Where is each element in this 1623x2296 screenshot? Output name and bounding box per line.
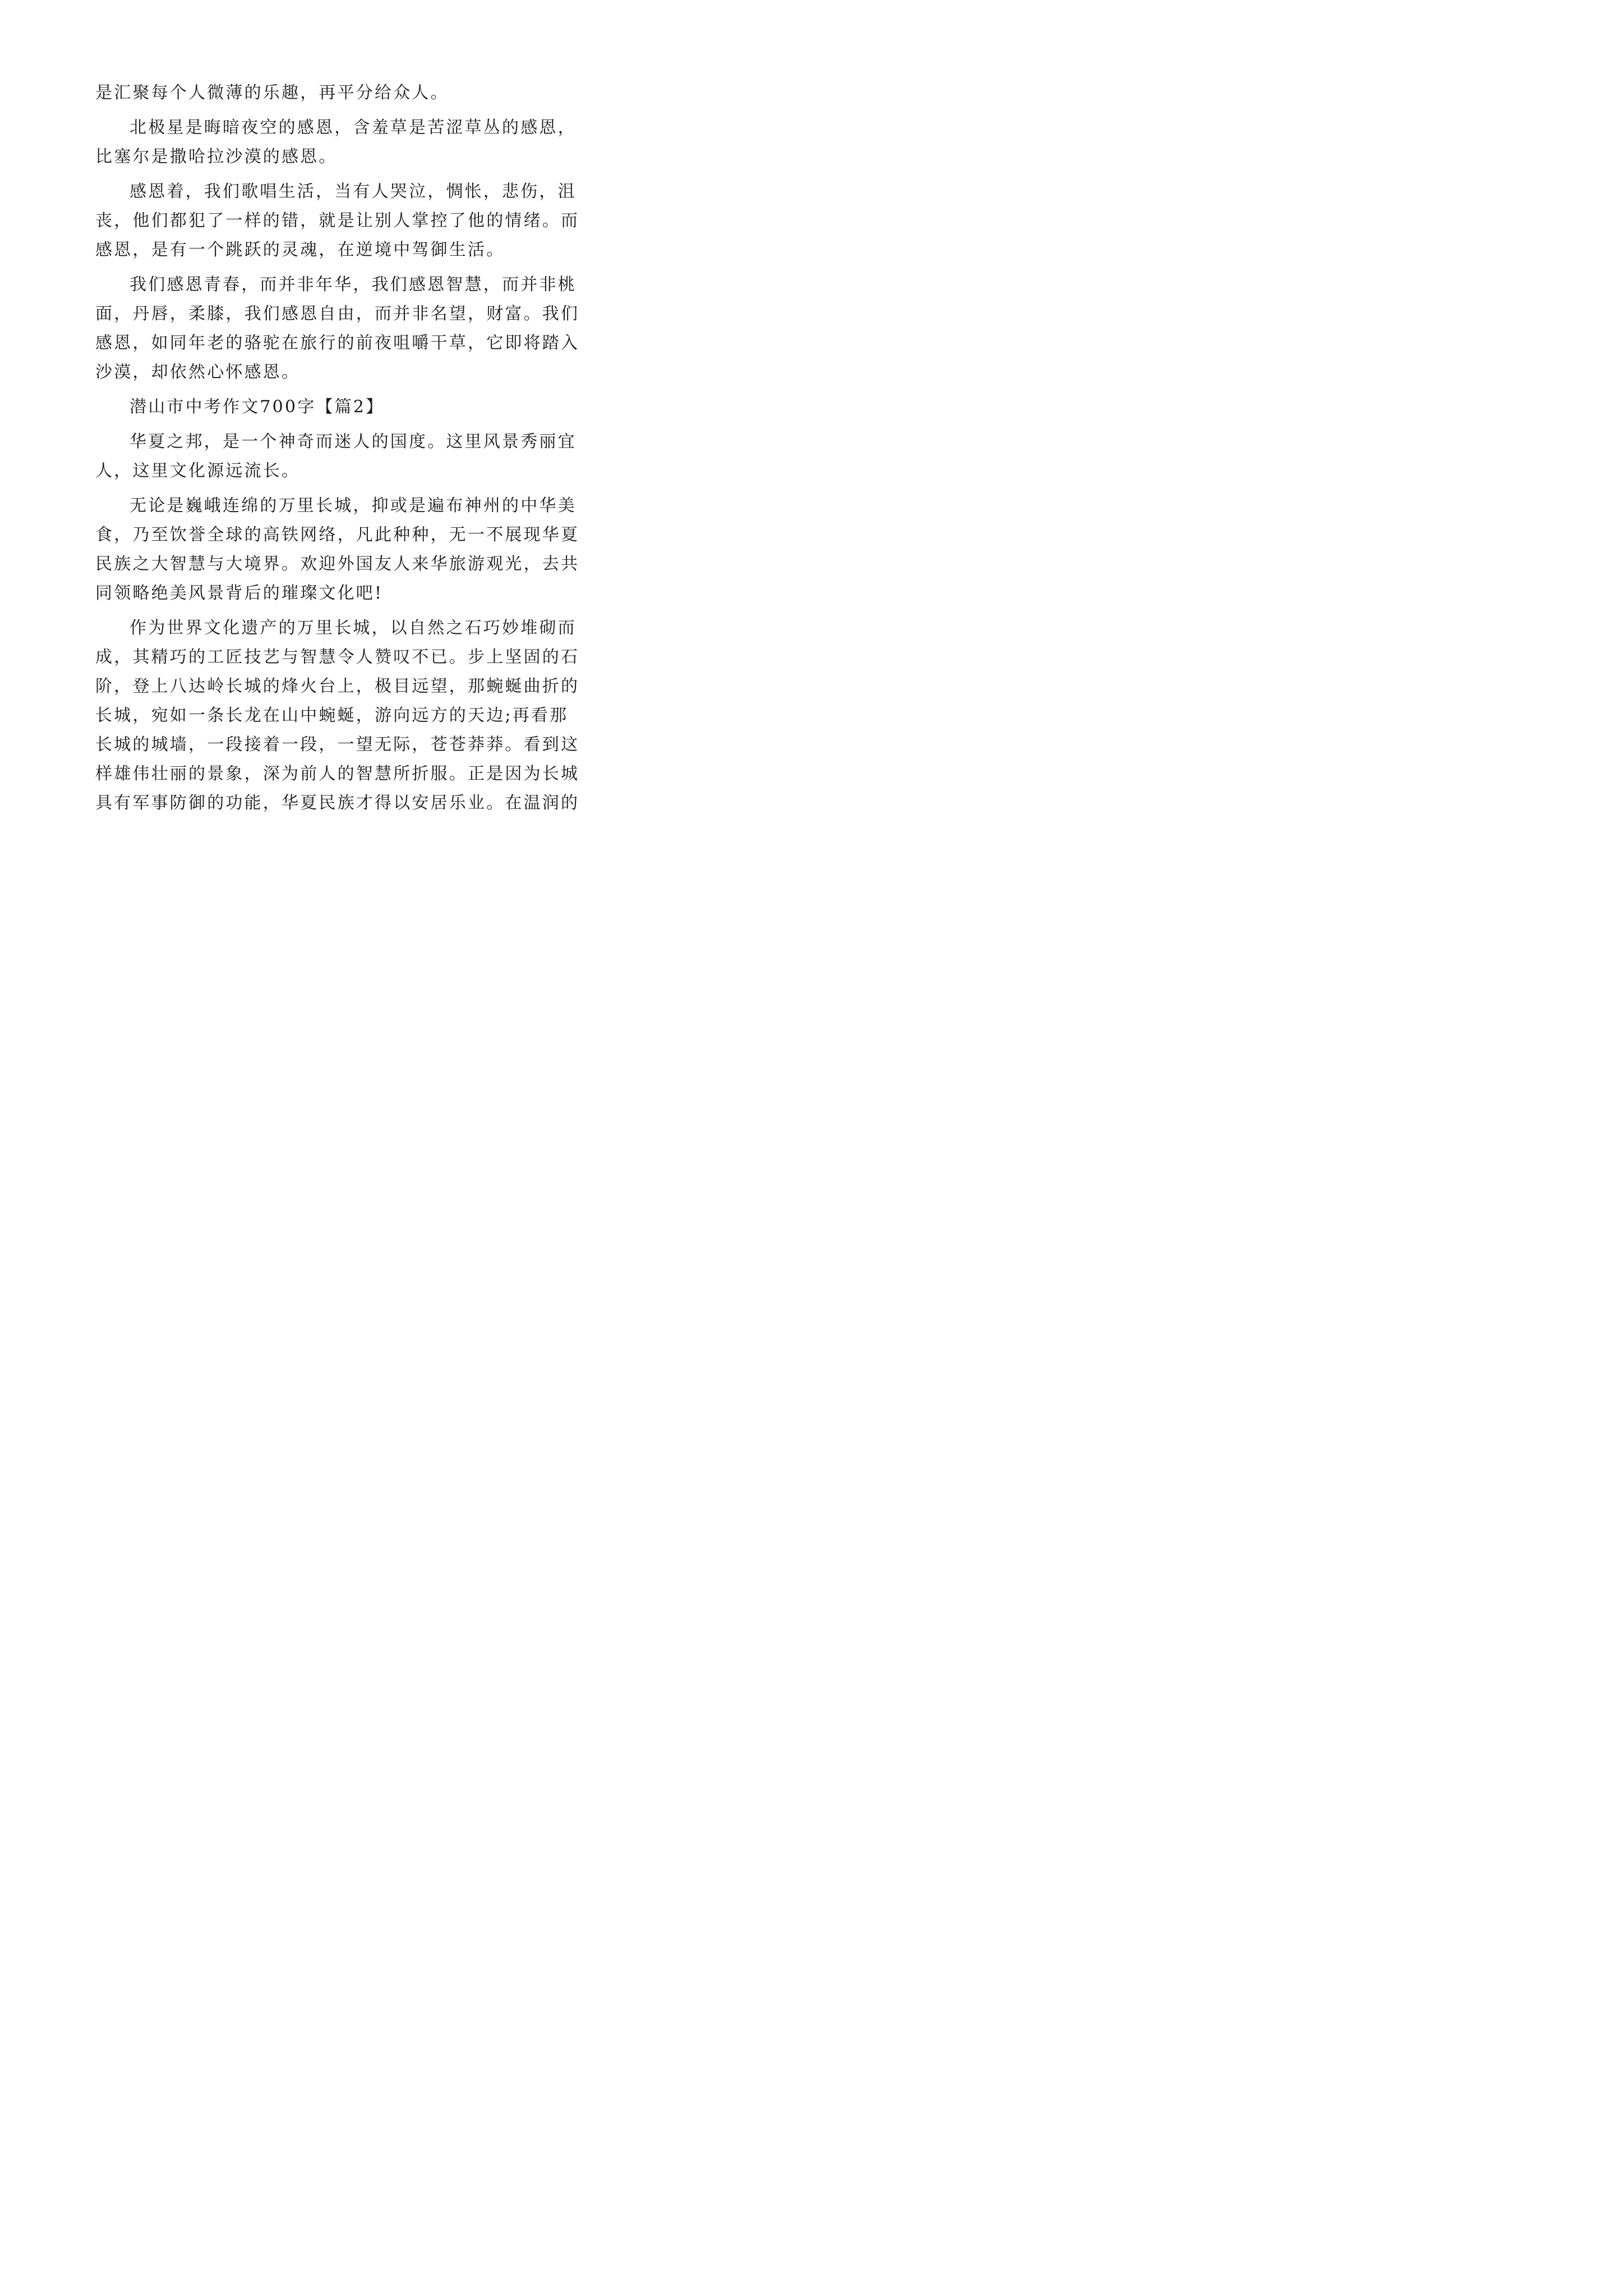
text-line: 同领略绝美风景背后的璀璨文化吧!: [95, 583, 384, 603]
text-line: 比塞尔是撒哈拉沙漠的感恩。: [95, 147, 338, 167]
section-heading: 潜山市中考作文700字【篇2】: [130, 397, 385, 417]
paragraph-first-line: 作为世界文化遗产的万里长城，以自然之石巧妙堆砌而: [130, 618, 577, 638]
document-page: [95, 79, 580, 818]
paragraph-first-line: 无论是巍峨连绵的万里长城，抑或是遍布神州的中华美: [130, 496, 577, 516]
text-line: 是汇聚每个人微薄的乐趣，再平分给众人。: [95, 83, 449, 103]
text-line: 感恩，如同年老的骆驼在旅行的前夜咀嚼干草，它即将踏入: [95, 333, 580, 353]
paragraph-first-line: 我们感恩青春，而并非年华，我们感恩智慧，而并非桃: [130, 275, 577, 295]
text-line: 人，这里文化源远流长。: [95, 461, 301, 481]
text-line: 阶，登上八达岭长城的烽火台上，极目远望，那蜿蜒曲折的: [95, 677, 580, 696]
text-line: 食，乃至饮誉全球的高铁网络，凡此种种，无一不展现华夏: [95, 525, 580, 545]
text-line: 长城，宛如一条长龙在山中蜿蜒，游向远方的天边;再看那: [95, 706, 569, 725]
text-line: 面，丹唇，柔膝，我们感恩自由，而并非名望，财富。我们: [95, 304, 580, 324]
paragraph-first-line: 华夏之邦，是一个神奇而迷人的国度。这里风景秀丽宜: [130, 432, 577, 452]
text-line: 民族之大智慧与大境界。欢迎外国友人来华旅游观光，去共: [95, 554, 580, 574]
paragraph-first-line: 感恩着，我们歌唱生活，当有人哭泣，惆怅，悲伤，沮: [130, 182, 577, 201]
text-line: 具有军事防御的功能，华夏民族才得以安居乐业。在温润的: [95, 793, 580, 813]
text-line: 成，其精巧的工匠技艺与智慧令人赞叹不已。步上坚固的石: [95, 647, 580, 667]
text-line: 丧，他们都犯了一样的错，就是让别人掌控了他的情绪。而: [95, 211, 580, 231]
text-line: 样雄伟壮丽的景象，深为前人的智慧所折服。正是因为长城: [95, 764, 580, 784]
text-line: 长城的城墙，一段接着一段，一望无际，苍苍莽莽。看到这: [95, 735, 580, 754]
paragraph-first-line: 北极星是晦暗夜空的感恩，含羞草是苦涩草丛的感恩，: [130, 118, 577, 137]
text-line: 沙漠，却依然心怀感恩。: [95, 362, 301, 382]
text-line: 感恩，是有一个跳跃的灵魂，在逆境中驾御生活。: [95, 240, 505, 260]
